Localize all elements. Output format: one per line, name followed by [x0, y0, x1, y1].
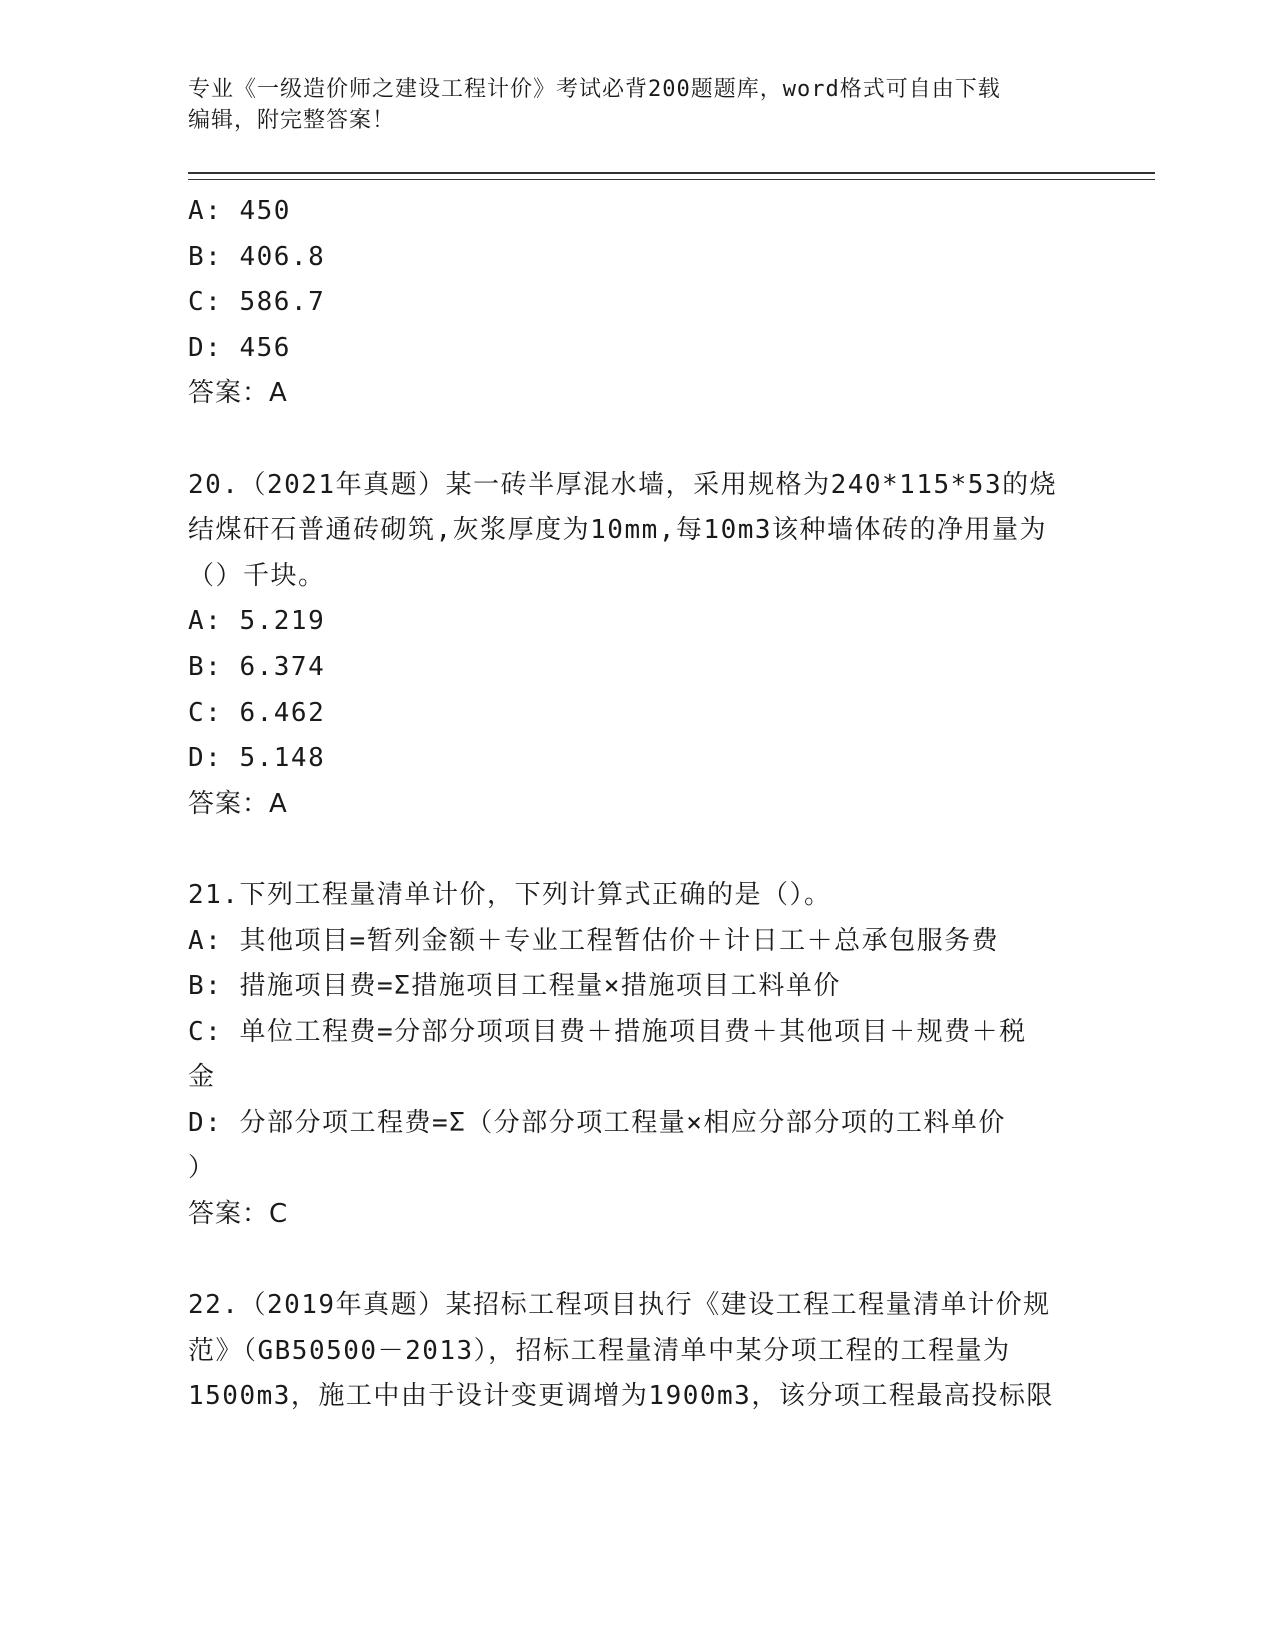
document-body: [188, 189, 1088, 1420]
q20-answer: 答案：A: [188, 788, 288, 819]
q21-option-b: B: 措施项目费=Σ措施项目工程量×措施项目工料单价: [188, 971, 841, 1002]
q20-stem-line-3: （）千块。: [188, 560, 326, 591]
q19-answer: 答案：A: [188, 378, 288, 409]
q21-option-c: C: 单位工程费=分部分项项目费＋措施项目费＋其他项目＋规费＋税: [188, 1016, 1027, 1047]
q20-stem-line-1: 20.（2021年真题）某一砖半厚混水墙，采用规格为240*115*53的烧: [188, 469, 1058, 500]
q19-option-c: C: 586.7: [188, 287, 326, 318]
q20-option-c: C: 6.462: [188, 697, 326, 728]
spacer: [188, 827, 1088, 873]
header-line-2: 编辑，附完整答案！: [188, 108, 396, 133]
q20-stem-line-2: 结煤矸石普通砖砌筑,灰浆厚度为10mm,每10m3该种墙体砖的净用量为: [188, 515, 1048, 546]
q22-stem-line-1: 22.（2019年真题）某招标工程项目执行《建设工程工程量清单计价规: [188, 1290, 1051, 1321]
q21-option-a: A: 其他项目=暂列金额＋专业工程暂估价＋计日工＋总承包服务费: [188, 925, 1000, 956]
q20-option-d: D: 5.148: [188, 743, 326, 774]
header-rule-thin: [188, 179, 1155, 180]
document-header: [188, 74, 1088, 136]
q21-option-c-cont: 金: [188, 1062, 216, 1093]
q19-option-a: A: 450: [188, 196, 291, 226]
q20-option-b: B: 6.374: [188, 651, 326, 682]
q21-option-d-cont: ）: [188, 1153, 216, 1184]
q22-stem-line-2: 范》（GB50500－2013），招标工程量清单中某分项工程的工程量为: [188, 1335, 1011, 1366]
q20-option-a: A: 5.219: [188, 606, 326, 637]
q21-stem: 21.下列工程量清单计价，下列计算式正确的是（）。: [188, 879, 832, 910]
spacer: [188, 417, 1088, 463]
q19-option-b: B: 406.8: [188, 241, 326, 272]
q22-stem-line-3: 1500m3，施工中由于设计变更调增为1900m3，该分项工程最高投标限: [188, 1381, 1054, 1412]
header-line-1: 专业《一级造价师之建设工程计价》考试必背200题题库，word格式可自由下载: [188, 77, 1001, 102]
spacer: [188, 1238, 1088, 1284]
q21-answer: 答案：C: [188, 1199, 289, 1230]
q21-option-d: D: 分部分项工程费=Σ（分部分项工程量×相应分部分项的工料单价: [188, 1107, 1006, 1138]
q19-option-d: D: 456: [188, 332, 291, 363]
header-rule-thick: [188, 172, 1155, 174]
